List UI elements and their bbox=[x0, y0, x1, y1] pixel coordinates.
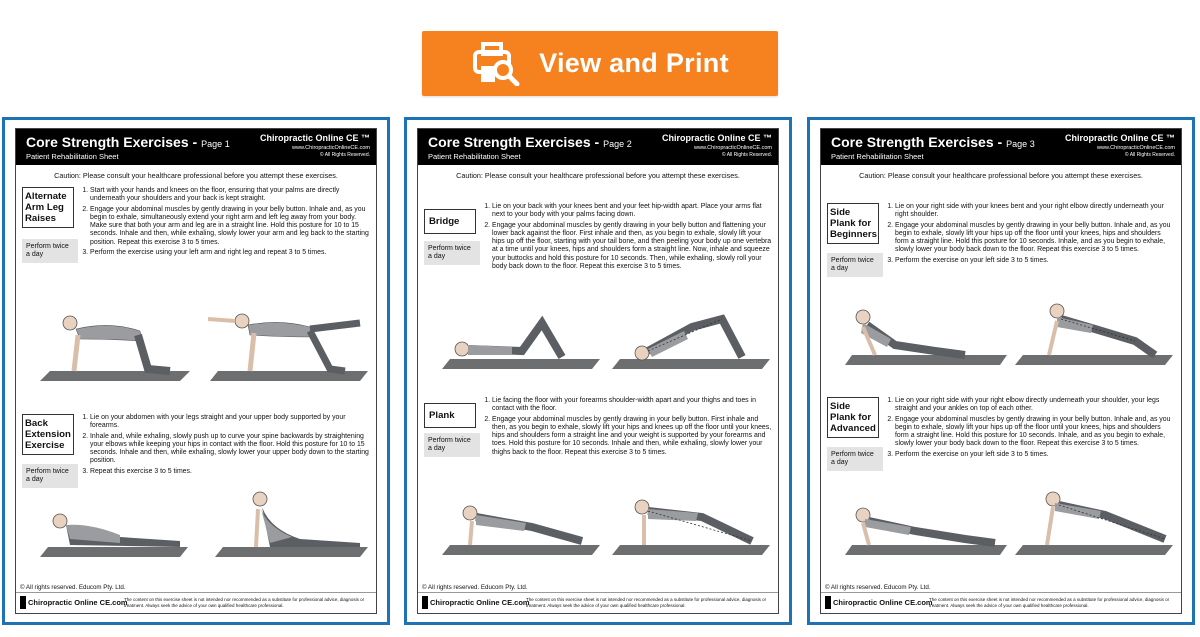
exercise-name: Side Plank for Beginners bbox=[827, 203, 879, 244]
side-plank-beginners-illustration bbox=[835, 301, 1175, 373]
exercise-step: 2. Inhale and, while exhaling, slowly push up to curve your spine backwards by straightening your elbows while keeping your hips in contact with the floor. Hold this posture for 10 to 15 seconds. Inhale and then, while exhaling, slowly lower your upper body down to the starting position. bbox=[90, 433, 370, 466]
exercise-name: Plank bbox=[424, 403, 476, 428]
brand-name: Chiropractic Online CE ™ bbox=[1064, 133, 1175, 143]
print-preview-icon bbox=[471, 42, 521, 86]
logo-text: Chiropractic Online CE.com bbox=[833, 597, 933, 607]
page-number: Page 2 bbox=[603, 139, 632, 149]
sheet-title: Core Strength Exercises - bbox=[428, 134, 600, 150]
exercise-step: 1. Lie on your right side with your right elbow directly underneath your shoulder, your legs straight and your ankles on top of each other. bbox=[895, 397, 1175, 414]
chiropractic-online-logo bbox=[20, 596, 128, 609]
exercise-frequency: Perform twice a day bbox=[22, 464, 78, 488]
exercise-steps bbox=[885, 397, 1175, 461]
exercise-frequency: Perform twice a day bbox=[424, 433, 480, 457]
caution-text: Caution: Please consult your healthcare professional before you attempt these exercises. bbox=[456, 171, 740, 180]
sheet-copyright: © All rights reserved. Educom Pty. Ltd. bbox=[422, 584, 528, 591]
sheet-copyright: © All rights reserved. Educom Pty. Ltd. bbox=[825, 584, 931, 591]
view-and-print-label: View and Print bbox=[539, 48, 729, 78]
side-plank-advanced-illustration bbox=[835, 491, 1175, 563]
sheet-header bbox=[821, 129, 1181, 165]
sheet-subtitle: Patient Rehabilitation Sheet bbox=[428, 152, 521, 161]
sheet-header bbox=[418, 129, 778, 165]
brand-name: Chiropractic Online CE ™ bbox=[259, 133, 370, 143]
page-number: Page 3 bbox=[1006, 139, 1035, 149]
exercise-step: 3. Repeat this exercise 3 to 5 times. bbox=[90, 468, 370, 476]
sheet-footer bbox=[418, 592, 778, 613]
caution-text: Caution: Please consult your healthcare professional before you attempt these exercises. bbox=[859, 171, 1143, 180]
exercise-frequency: Perform twice a day bbox=[827, 253, 883, 277]
logo-text: Chiropractic Online CE.com bbox=[28, 597, 128, 607]
sheet-title: Core Strength Exercises - bbox=[831, 134, 1003, 150]
chiropractic-online-logo bbox=[825, 596, 933, 609]
exercise-step: 1. Lie on your back with your knees bent and your feet hip-width apart. Place your arms flat next to your body with your palms facing down. bbox=[492, 203, 772, 220]
sheet-footer bbox=[16, 592, 376, 613]
alternate-arm-leg-raises-illustration bbox=[30, 309, 370, 389]
exercise-name: Side Plank for Advanced bbox=[827, 397, 879, 438]
exercise-step: 1. Lie on your abdomen with your legs straight and your upper body supported by your forearms. bbox=[90, 414, 370, 431]
exercise-step: 2. Engage your abdominal muscles by gently drawing in your belly button. Inhale and, as you begin to exhale, slowly lift your hips up off the floor until your knees, hips and shoulders form a straight line. Hold this posture for 10 seconds. Inhale, and as you begin to exhale, slowly lower your body back down to the floor. Repeat this exercise 3 to 5 times. bbox=[895, 416, 1175, 449]
sheet-copyright: © All rights reserved. Educom Pty. Ltd. bbox=[20, 584, 126, 591]
disclaimer-text: The content on this exercise sheet is not intended nor recommended as a substitute for professional advice, diagnosis or treatment. Always seek the advice of your own qualified healthcare professional. bbox=[124, 597, 365, 608]
exercise-step: 2. Engage your abdominal muscles by gently drawing in your belly button. First inhale and then, as you begin to exhale, slowly lift your hips and knees up off the floor until your knees, hips and shoulders form a straight line and your weight is supported by your forearms and toes. Hold this posture for 10 seconds. Inhale and then, while exhaling, slowly lower your thighs back to the floor. Repeat this exercise 3 to 5 times. bbox=[492, 416, 772, 457]
plank-illustration bbox=[432, 491, 772, 563]
view-and-print-button[interactable] bbox=[422, 31, 778, 96]
exercise-frequency: Perform twice a day bbox=[424, 241, 480, 265]
exercise-sheet-page-1[interactable] bbox=[2, 117, 390, 625]
exercise-name: Back Extension Exercise bbox=[22, 414, 74, 455]
exercise-bridge bbox=[424, 203, 772, 308]
brand-block bbox=[662, 133, 772, 158]
exercise-step: 1. Start with your hands and knees on the floor, ensuring that your palms are directly underneath your shoulders and your back is kept straight. bbox=[90, 187, 370, 204]
exercise-name: Bridge bbox=[424, 209, 476, 234]
sheet-subtitle: Patient Rehabilitation Sheet bbox=[26, 152, 119, 161]
exercise-plank bbox=[424, 397, 772, 487]
exercise-step: 2. Engage your abdominal muscles by gently drawing in your belly button and flattening your lower back against the floor. First inhale and then, as you begin to exhale, slowly lift your hips up off the floor, starting with your tail bone, and then peeling your body up one vertebra at a time until your knees, hips and shoulders form a straight line. Now, inhale and squeeze your buttocks and hold this posture for 10 seconds. Then, while exhaling, slowly roll your body back down to the floor. Repeat this exercise 3 to 5 times. bbox=[492, 222, 772, 272]
exercise-steps bbox=[885, 203, 1175, 267]
brand-block bbox=[260, 133, 370, 158]
exercise-side-plank-advanced bbox=[827, 397, 1175, 487]
sheet-title: Core Strength Exercises - bbox=[26, 134, 198, 150]
exercise-side-plank-beginners bbox=[827, 203, 1175, 293]
exercise-steps bbox=[482, 203, 772, 273]
exercise-sheet-page-2[interactable] bbox=[404, 117, 792, 625]
exercise-frequency: Perform twice a day bbox=[827, 447, 883, 471]
exercise-step: 2. Engage your abdominal muscles by gently drawing in your belly button. Inhale and, as you begin to exhale, simultaneously extend your right arm and left leg away from your body. Make sure that both your arm and leg are in a straight line. Hold this posture for 10 to 15 seconds. Inhale and then, while exhaling, slowly lower your arm and leg back to the starting position. Repeat this exercise 3 to 5 times. bbox=[90, 206, 370, 247]
chiropractic-online-logo bbox=[422, 596, 530, 609]
exercise-frequency: Perform twice a day bbox=[22, 239, 78, 263]
brand-rights: © All Rights Reserved. bbox=[1124, 152, 1175, 158]
disclaimer-text: The content on this exercise sheet is not intended nor recommended as a substitute for professional advice, diagnosis or treatment. Always seek the advice of your own qualified healthcare professional. bbox=[929, 597, 1170, 608]
brand-url: www.ChiropracticOnlineCE.com bbox=[694, 145, 772, 151]
exercise-step: 3. Perform the exercise on your left side 3 to 5 times. bbox=[895, 451, 1175, 459]
exercise-steps bbox=[80, 187, 370, 259]
exercise-name: Alternate Arm Leg Raises bbox=[22, 187, 74, 228]
sheet-subtitle: Patient Rehabilitation Sheet bbox=[831, 152, 924, 161]
brand-block bbox=[1065, 133, 1175, 158]
sheet-footer bbox=[821, 592, 1181, 613]
sheet-header bbox=[16, 129, 376, 165]
bridge-illustration bbox=[432, 309, 772, 379]
page-number: Page 1 bbox=[201, 139, 230, 149]
brand-url: www.ChiropracticOnlineCE.com bbox=[292, 145, 370, 151]
brand-url: www.ChiropracticOnlineCE.com bbox=[1097, 145, 1175, 151]
exercise-sheet-page-3[interactable] bbox=[807, 117, 1195, 625]
logo-text: Chiropractic Online CE.com bbox=[430, 597, 530, 607]
exercise-alternate-arm-leg-raises bbox=[22, 187, 370, 292]
exercise-step: 3. Perform the exercise using your left arm and right leg and repeat 3 to 5 times. bbox=[90, 249, 370, 257]
exercise-step: 2. Engage your abdominal muscles by gently drawing in your belly button. Inhale and, as you begin to exhale, slowly lift your hips up off the floor until your knees, hips and shoulders form a straight line. Hold this posture for 10 seconds. Inhale, and as you begin to exhale, slowly lower your body back down to the floor. Repeat this exercise 3 to 5 times. bbox=[895, 222, 1175, 255]
exercise-step: 1. Lie facing the floor with your forearms shoulder-width apart and your thighs and toes in contact with the floor. bbox=[492, 397, 772, 414]
caution-text: Caution: Please consult your healthcare professional before you attempt these exercises. bbox=[54, 171, 338, 180]
brand-name: Chiropractic Online CE ™ bbox=[661, 133, 772, 143]
disclaimer-text: The content on this exercise sheet is not intended nor recommended as a substitute for professional advice, diagnosis or treatment. Always seek the advice of your own qualified healthcare professional. bbox=[526, 597, 767, 608]
exercise-step: 1. Lie on your right side with your knees bent and your right elbow directly underneath your right shoulder. bbox=[895, 203, 1175, 220]
brand-rights: © All Rights Reserved. bbox=[319, 152, 370, 158]
exercise-step: 3. Perform the exercise on your left side 3 to 5 times. bbox=[895, 257, 1175, 265]
back-extension-illustration bbox=[30, 489, 370, 564]
exercise-steps bbox=[482, 397, 772, 459]
brand-rights: © All Rights Reserved. bbox=[721, 152, 772, 158]
exercise-steps bbox=[80, 414, 370, 478]
